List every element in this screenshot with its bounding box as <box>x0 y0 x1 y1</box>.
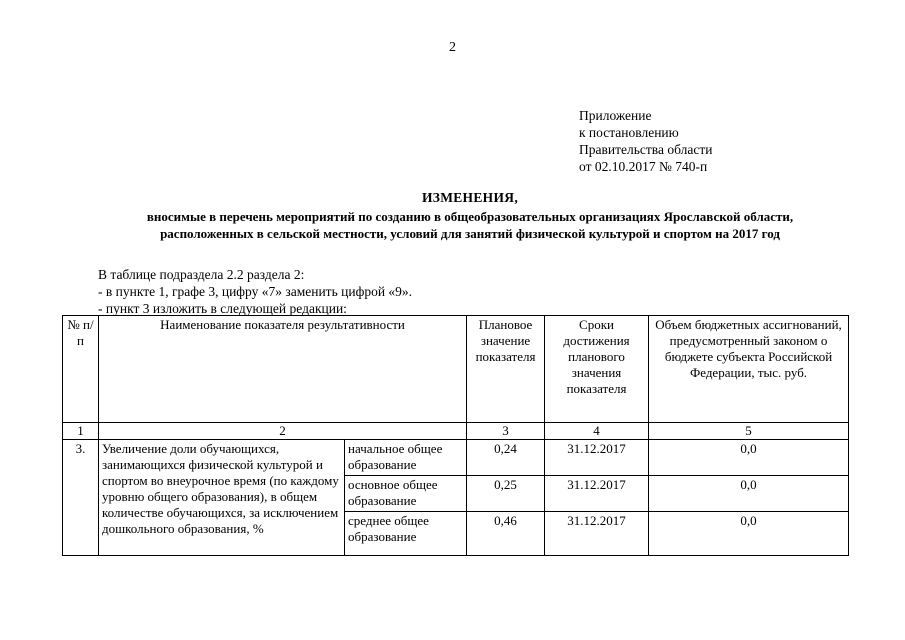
page-number: 2 <box>449 40 456 55</box>
planned-value: 0,24 <box>467 440 545 476</box>
column-number: 1 <box>63 423 99 440</box>
budget-amount: 0,0 <box>649 440 849 476</box>
header-planned: Плановое значение показателя <box>467 316 545 423</box>
intro-line: - пункт 3 изложить в следующей редакции: <box>98 301 347 316</box>
document-heading <box>60 190 880 241</box>
appendix-block <box>579 107 712 175</box>
planned-value: 0,25 <box>467 476 545 512</box>
header-name: Наименование показателя результативности <box>99 316 467 423</box>
education-level: основное общее образование <box>345 476 467 512</box>
intro-text <box>98 266 412 317</box>
deadline-date: 31.12.2017 <box>545 512 649 556</box>
header-num: № п/п <box>63 316 99 423</box>
budget-amount: 0,0 <box>649 512 849 556</box>
deadline-date: 31.12.2017 <box>545 440 649 476</box>
appendix-line: от 02.10.2017 № 740-п <box>579 159 708 174</box>
header-deadline: Сроки достижения планового значения показателя <box>545 316 649 423</box>
appendix-line: Приложение <box>579 108 652 123</box>
document-title: ИЗМЕНЕНИЯ, <box>421 190 518 205</box>
indicators-table <box>62 315 849 556</box>
document-subtitle-line: расположенных в сельской местности, условий для занятий физической культурой и спортом на 2017 год <box>160 226 780 241</box>
education-level: начальное общее образование <box>345 440 467 476</box>
indicator-name: Увеличение доли обучающихся, занимающихся физической культурой и спортом во внеурочное время (по каждому уровню общего образования), в общем количестве обучающихся, за исключением дошкольного образования, % <box>99 440 345 556</box>
header-budget: Объем бюджетных ассигнований, предусмотренный законом о бюджете субъекта Российской Федерации, тыс. руб. <box>649 316 849 423</box>
budget-amount: 0,0 <box>649 476 849 512</box>
column-number: 3 <box>467 423 545 440</box>
deadline-date: 31.12.2017 <box>545 476 649 512</box>
table-header-row <box>63 316 849 423</box>
planned-value: 0,46 <box>467 512 545 556</box>
document-subtitle-line: вносимые в перечень мероприятий по созданию в общеобразовательных организациях Ярославской области, <box>146 209 794 224</box>
table-row <box>63 440 849 476</box>
intro-line: В таблице подраздела 2.2 раздела 2: <box>98 267 305 282</box>
column-number-row <box>63 423 849 440</box>
appendix-line: Правительства области <box>579 142 713 157</box>
intro-line: - в пункте 1, графе 3, цифру «7» заменить цифрой «9». <box>98 284 413 299</box>
column-number: 5 <box>649 423 849 440</box>
appendix-line: к постановлению <box>579 125 679 140</box>
column-number: 2 <box>99 423 467 440</box>
education-level: среднее общее образование <box>345 512 467 556</box>
row-number: 3. <box>63 440 99 556</box>
column-number: 4 <box>545 423 649 440</box>
